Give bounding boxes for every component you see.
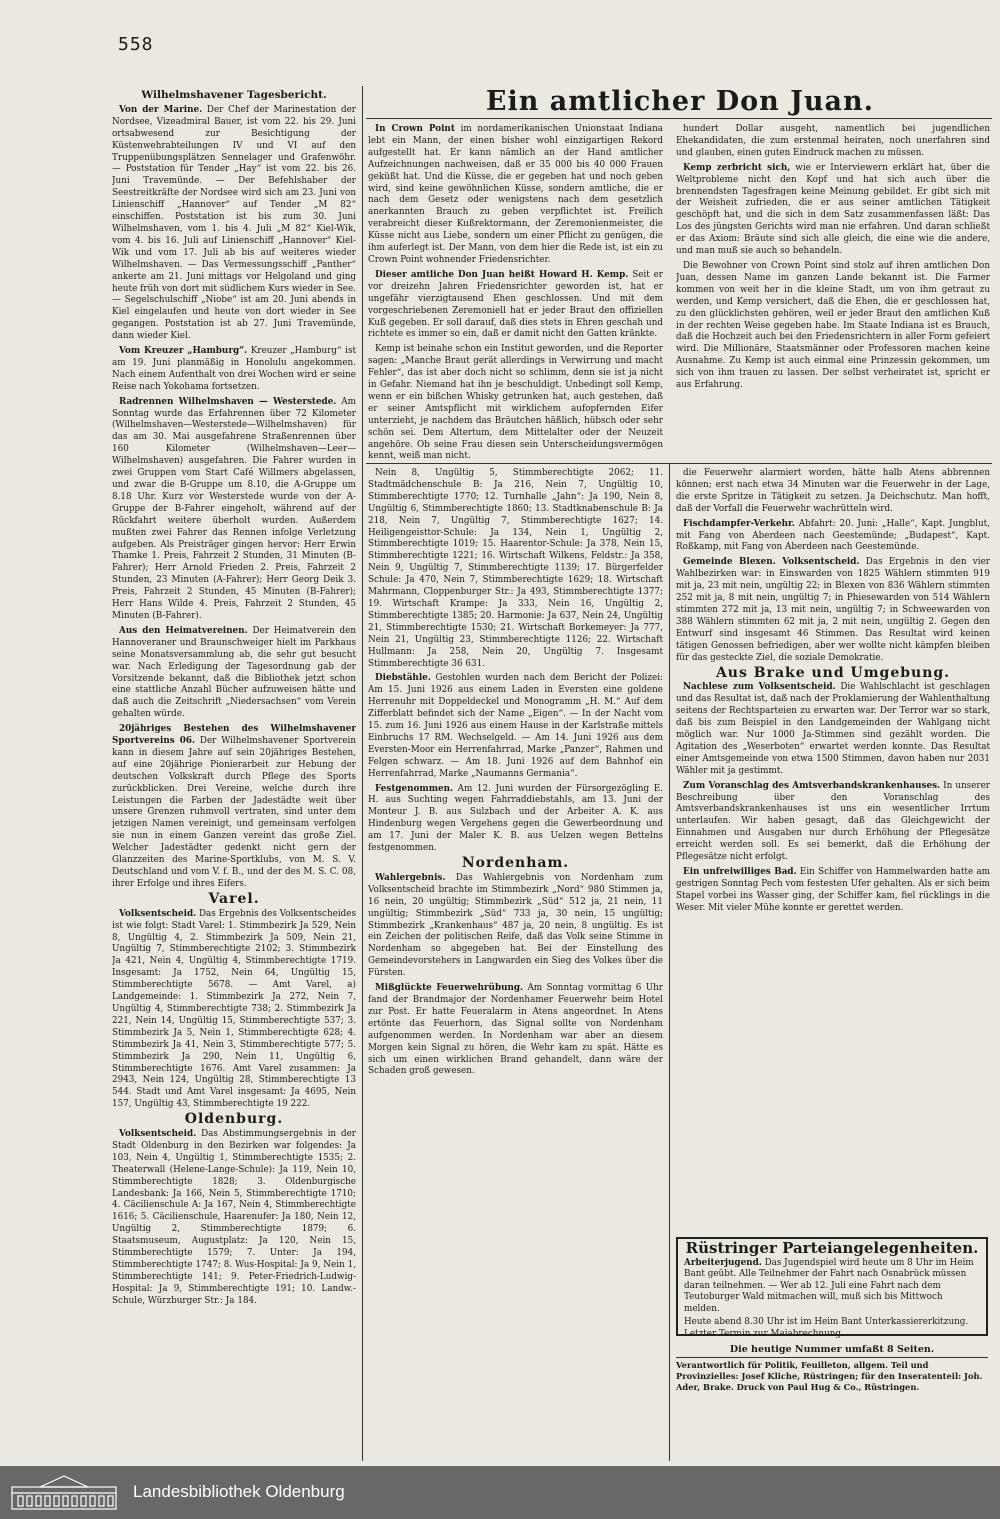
party-notice-title: Rüstringer Parteiangelegenheiten. — [685, 1239, 979, 1257]
section-title-brake: Aus Brake und Umgebung. — [715, 664, 951, 681]
article-paragraph: Gemeinde Blexen. Volksentscheid. Das Ergebnis in den vier Wahlbezirken war: in Einswarden von 1825 Wählern stimmten 919 mit ja, 23 mit nein, ungültig 22; in Blexen von 836 Wählern stimmten 252 mit ja, 8 mit nein, ungültig 7; in Phiesewarden von 514 Wählern stimmten 272 mit ja, 13 mit nein, ungültig 7; in Schweewarden von 388 Wählern stimmten 62 mit ja, 2 mit nein, ungültig 2. Gegen den Entwurf sind insgesamt 46 Stimmen. Das Resultat wird keinen tätigen Genossen befriedigen, aber wer wollte nicht kämpfen bleiben für das gesteckte Ziel, die soziale Demokratie. — [676, 557, 990, 663]
article-paragraph: die Feuerwehr alarmiert worden, hätte halb Atens abbrennen können; erst nach etwa 34 Minuten war die Feuerwehr in der Lage, die erste Spritze in Tätigkeit zu setzen. Ja Deichschutz. Man hofft, daß der Vorfall die Feuerwehr wachrütteln wird. — [676, 468, 990, 514]
section-title-oldenburg: Oldenburg. — [184, 1111, 284, 1128]
article-paragraph: Ein unfreiwilliges Bad. Ein Schiffer von Hammelwarden hatte am gestrigen Sonntag Pech vom festesten Ufer gehalten. Als er sich beim Stapel vorbei ins Wasser ging, der Schiffer kam, fiel rücklings in die Weser. Mit vieler Mühe konnte er gerettet werden. — [676, 867, 990, 913]
article-paragraph: Vom Kreuzer „Hamburg“. Kreuzer „Hamburg“ ist am 19. Juni planmäßig in Honolulu angekommen. Nach einem Aufenthalt von drei Wochen wird er seine Reise nach Yokohama fortsetzen. — [112, 346, 356, 392]
section-title-wilhelmshaven: Wilhelmshavener Tagesbericht. — [141, 90, 327, 101]
page-count-notice: Die heutige Nummer umfaßt 8 Seiten. — [729, 1344, 935, 1355]
article-paragraph: Fischdampfer-Verkehr. Abfahrt: 20. Juni: „Halle“, Kapt. Jungblut, mit Fang von Aberdeen nach Geestemünde; „Budapest“, Kapt. Roßkamp, mit Fang von Aberdeen nach Geestemünde. — [676, 518, 990, 553]
middle-lower-column — [368, 468, 663, 1461]
section-title-nordenham: Nordenham. — [461, 855, 570, 871]
article-paragraph: Nachlese zum Volksentscheid. Die Wahlschlacht ist geschlagen und das Resultat ist, daß nach der Proklamierung der Wahlenthaltung seitens der Rechtsparteien zu erwarten war. Der Terror war so stark, daß bis zum Beispiel in den Landgemeinden der Wahlgang nicht möglich war. Nur 1000 Ja-Stimmen sind gezählt worden. Die Agitation des „Weserboten“ erwartet werden konnte. Das Resultat einer Amtsgemeinde von etwa 1500 Stimmen, davon haben nur 2031 Wähler mit ja gestimmt. — [676, 682, 990, 776]
don-juan-column-left — [368, 124, 663, 460]
section-rule — [366, 463, 992, 464]
article-paragraph: Mißglückte Feuerwehrübung. Am Sonntag vormittag 6 Uhr fand der Brandmajor der Nordenhamer Feuerwehr beim Hotel zur Post. Er hatte Feueralarm in Atens angeordnet. In Atens ertönte das Feuerhorn, das Signal sollte von Nordenham aufgenommen werden. In Nordenham war aber an diesem Morgen kein Signal zu hören, die Wehr kam zu spät. Hätte es sich um einen wirklichen Brand gehandelt, dann wäre der Schaden groß gewesen. — [368, 983, 663, 1077]
page-number: 558 — [118, 34, 154, 55]
article-paragraph: Von der Marine. Der Chef der Marinestation der Nordsee, Vizeadmiral Bauer, ist vom 22. bis 29. Juni ortsabwesend zur Besichtigung der Küstenwehrabteilungen IV und VI auf den Truppenübungsplätzen Sennelager und Grafenwöhr. — Poststation für Tender „Hay“ ist vom 22. bis 26. Juni Travemünde. — Der Befehlshaber der Seestreitkräfte der Nordsee wird sich am 23. Juni von Linienschiff „Hannover“ auf Tender „M 82“ einschiffen. Poststation ist bis zum 30. Juni Wilhelmshaven, vom 1. bis 4. Juli „M 82“ Kiel-Wik, vom 4. bis 16. Juli auf Linienschiff „Hannover“ Kiel-Wik und vom 17. Juli ab bis auf weiteres wieder Wilhelmshaven. — Das Vermessungsschiff „Panther“ ankerte am 21. Juni mittags vor Helgoland und ging heute früh von dort mit südlichem Kurs wieder in See. — Segelschulschiff „Niobe“ ist am 20. Juni abends in Kiel eingelaufen und heute von dort wieder in See gegangen. Poststation ist ab 27. Juni Travemünde, dann wieder Kiel. — [112, 104, 356, 342]
left-column — [112, 90, 356, 1462]
right-lower-column — [676, 468, 990, 1232]
imprint-rule — [676, 1357, 988, 1358]
wilhelmshaven-body — [112, 105, 356, 891]
article-paragraph: Aus den Heimatvereinen. Der Heimatverein den Hannoveraner und Braunschweiger hielt im Parkhaus seine Monatsversammlung ab, die sehr gut besucht war. Nach Erledigung der Tagesordnung gab der Vorsitzende bekannt, daß die Bibliothek jetzt schon eine stattliche Anzahl Bücher aufzuweisen hätte und daß auch die Zeitschrift „Niedersachsen“ vom Verein gehalten würde. — [112, 625, 356, 720]
article-paragraph: Kemp ist beinahe schon ein Institut geworden, und die Reporter sagen: „Manche Braut gerät allerdings in Verwirrung und macht Fehler“, das ist aber doch nicht so schlimm, denn sie ist ja nicht in Gefahr. Niemand hat ihn je beschuldigt. Unbedingt soll Kemp, wenn er ein bißchen Whisky getrunken hat, auch gestehen, daß er seiner Amtspflicht mit wirklichem aufopfernden Eifer unterzieht, je nachdem das Bräutchen häßlich, hübsch oder sehr schön sei. Dem Altertum, dem Mittelalter oder der Neuzeit angehöre. Ob seine Frau diesen sein Unterscheidungsvermögen kennt, weiß man nicht. — [368, 344, 663, 460]
title-rule — [366, 118, 992, 119]
party-notice-paragraph: Arbeiterjugend. Das Jugendspiel wird heute um 8 Uhr im Heim Bant geübt. Alle Teilnehmer der Fahrt nach Osnabrück müssen daran teilnehmen. — Wer ab 12. Juli eine Fahrt nach dem Teutoburger Wald mitmachen will, muß sich bis Mittwoch melden. — [684, 1257, 974, 1314]
article-paragraph: Volksentscheid. Das Abstimmungsergebnis in der Stadt Oldenburg in den Bezirken war folgendes: Ja 103, Nein 4, Ungültig 1, Stimmberechtigte 1535; 2. Theaterwall (Helene-Lange-Schule): Ja 119, Nein 10, Stimmberechtigte 1828; 3. Oldenburgische Landesbank: Ja 166, Nein 5, Stimmberechtigte 1710; 4. Cäcilienschule A: Ja 167, Nein 4, Stimmberechtigte 1616; 5. Cäcilienschule, Haarenufer: Ja 180, Nein 12, Ungültig 2, Stimmberechtigte 1879; 6. Staatsmuseum, Augustplatz: Ja 120, Nein 15, Stimmberechtigte 1579; 7. Unter: Ja 194, Stimmberechtigte 1747; 8. Wus-Hospital: Ja 9, Nein 1, Stimmberechtigte 141; 9. Peter-Friedrich-Ludwig-Hospital: Ja 9, Stimmberechtigte 191; 10. Landw.-Schule, Würzburger Str.: Ja 184. — [112, 1129, 356, 1306]
library-footer-bar — [0, 1466, 1000, 1519]
section-title-varel: Varel. — [208, 890, 260, 907]
column-rule — [362, 86, 363, 1461]
article-paragraph: hundert Dollar ausgeht, namentlich bei jugendlichen Ehekandidaten, die zum erstenmal heiraten, noch unerfahren sind und glauben, einen guten Eindruck machen zu müssen. — [676, 124, 990, 158]
don-juan-column-right — [676, 124, 990, 460]
party-notice-box — [676, 1237, 988, 1339]
main-article-title: Ein amtlicher Don Juan. — [485, 86, 875, 117]
library-building-icon — [10, 1473, 118, 1511]
article-paragraph: Zum Voranschlag des Amtsverbandskrankenhauses. In unserer Beschreibung über den Voranschlag des Amtsverbandskrankenhauses ist uns ein wesentlicher Irrtum unterlaufen. Wir haben gesagt, daß das Gleichgewicht der Einnahmen und Ausgaben nur durch Erhöhung der Pflegesätze erreicht werden soll. Es sei bemerkt, daß die Erhöhung der Pflegesätze nicht erfolgt. — [676, 780, 990, 863]
column-rule — [669, 464, 670, 1461]
party-notice-paragraph: Heute abend 8.30 Uhr ist im Heim Bant Unterkassiererkitzung. Letzter Termin zur Maiabrechnung. — [684, 1317, 969, 1339]
library-name: Landesbibliothek Oldenburg — [133, 1482, 345, 1501]
article-paragraph: Nein 8, Ungültig 5, Stimmberechtigte 2062; 11. Stadtmädchenschule B: Ja 216, Nein 7, Ungültig 10, Stimmberechtigte 1770; 12. Turnhalle „Jahn“: Ja 190, Nein 8, Ungültig 6, Stimmberechtigte 1860; 13. Stadtknabenschule B: Ja 218, Nein 7, Ungültig 7, Stimmberechtigte 1627; 14. Heiligengeisttor-Schule: Ja 134, Nein 1, Ungültig 2, Stimmberechtigte 1019; 15. Haarentor-Schule: Ja 378, Nein 15, Stimmberechtigte 1221; 16. Wirtschaft Wilkens, Feldstr.: Ja 358, Nein 9, Ungültig 7, Stimmberechtigte 1139; 17. Bürgerfelder Schule: Ja 470, Nein 7, Stimmberechtigte 1629; 18. Wirtschaft Mahrmann, Cloppenburger Str.: Ja 493, Stimmberechtigte 1377; 19. Wirtschaft Krampe: Ja 333, Nein 16, Ungültig 2, Stimmberechtigte 1385; 20. Harmonie: Ja 637, Nein 24, Ungültig 21, Stimmberechtigte 1530; 21. Wirtschaft Borkemeyer: Ja 777, Nein 21, Ungültig 23, Stimmberechtigte 1126; 22. Wirtschaft Hullmann: Ja 258, Nein 20, Ungültig 7. Insgesamt Stimmberechtigte 36 631. — [368, 468, 663, 669]
article-paragraph: Radrennen Wilhelmshaven — Westerstede. Am Sonntag wurde das Erfahrennen über 72 Kilometer (Wilhelmshaven—Westerstede—Wilhelmshaven) für das am 30. Mai ausgefahrene Straßenrennen über 160 Kilometer (Wilhelmshaven—Leer—Wilhelmshaven) ausgefahren. Die Fahrer wurden in zwei Gruppen vom Start Café Willmers abgelassen, und zwar die B-Gruppe um 8.10, die A-Gruppe um 8.18 Uhr. Kurz vor Westerstede wurde von der A-Gruppe der B-Fahrer eingeholt, während auf der Rückfahrt weitere überholt wurden. Außerdem mußten zwei Fahrer das Rennen infolge Verletzung aufgeben. Als Preisträger gingen hervor: Herr Erwin Thamke 1. Preis, Fahrzeit 2 Stunden, 31 Minuten (B-Fahrer); Herr Arnold Frieden 2. Preis, Fahrzeit 2 Stunden, 23 Minuten (A-Fahrer); Herr Georg Deik 3. Preis, Fahrzeit 2 Stunden, 45 Minuten (B-Fahrer); Herr Hans Wilde 4. Preis, Fahrzeit 2 Stunden, 45 Minuten (B-Fahrer). — [112, 396, 356, 621]
article-paragraph: Dieser amtliche Don Juan heißt Howard H. Kemp. Seit er vor dreizehn Jahren Friedensrichter geworden ist, hat er ungefähr vierzigtausend Ehen geschlossen. Und mit dem vorgeschriebenen Zeremoniell hat er jeder Braut den offiziellen Kuß gegeben. Er soll darauf, daß dies stets in Ehren geschah und richtete es immer so ein, daß er damit nicht den Gatten kränkte. — [368, 269, 663, 340]
article-paragraph: Die Bewohner von Crown Point sind stolz auf ihren amtlichen Don Juan, dessen Name im ganzen Lande bekannt ist. Die Farmer kommen von weit her in die kleine Stadt, um von ihm getraut zu werden, und Kemp versichert, daß die Ehen, die er geschlossen hat, zu den glücklichsten gehören, weil er jeder Braut den amtlichen Kuß in der rechten Weise gegeben habe. Im Staate Indiana ist es Brauch, daß die Hochzeit auch bei den Friedensrichtern in aller Form gefeiert wird. Die Millionäre, Staatsmänner oder Professoren machen keine Ausnahme. Zu Kemp ist auch einmal eine Prinzessin gekommen, um sich von ihm trauen zu lassen. Der selbst verheiratet ist, spricht er aus Erfahrung. — [676, 260, 990, 391]
article-paragraph: Diebstähle. Gestohlen wurden nach dem Bericht der Polizei: Am 15. Juni 1926 aus einem Laden in Eversten eine goldene Herrenuhr mit Doppeldeckel und Monogramm „H. M.“ Auf dem Zifferblatt befindet sich der Name „Eigen“. — In der Nacht vom 15. zum 16. Juni 1926 aus einem Hause in der Karlstraße mittels Einbruchs 17 RM. Wechselgeld. — Am 14. Juni 1926 aus dem Eversten-Moor ein Herrenfahrrad, Marke „Panzer“, Rahmen und Felgen schwarz. — Am 18. Juni 1926 auf dem Bahnhof ein Herrenfahrrad, Marke „Naumanns Germania“. — [368, 673, 663, 779]
article-paragraph: 20jähriges Bestehen des Wilhelmshavener Sportvereins 06. Der Wilhelmshavener Sportverein kann in diesem Jahre auf sein 20jähriges Bestehen, auf eine 20jährige Pionierarbeit zur Hebung der deutschen Volkskraft durch Pflege des Sports zurückblicken. Drei Vereine, welche durch ihre Leistungen die Farben der Jadestädte weit über unsere Grenzen ruhmvoll vertraten, sind unter dem jetzigen Namen vereinigt, und gemeinsam verfolgen sie nun in einem Ganzen vereint das große Ziel. Welcher Jadestädter gedenkt nicht gern der Glanzzeiten des Marine-Sportklubs, von M. S. V. Deutschland und vom V. f. B., und der des M. S. C. 08, ihrer Erfolge und ihres Eifers. — [112, 724, 356, 889]
imprint: Verantwortlich für Politik, Feuilleton, allgem. Teil und Provinzielles: Josef Kliche, Rüstringen; für den Inseratenteil: Joh. Ader, Brake. Druck von Paul Hug & Co., Rüstringen. — [676, 1360, 983, 1392]
article-paragraph: Festgenommen. Am 12. Juni wurden der Fürsorgezögling E. H. aus Suchting wegen Fahrraddiebstahls, am 13. Juni der Monteur J. B. aus Sulzbach und der Arbeiter A. K. aus Hindenburg wegen Vergehens gegen die Gewerbeordnung und am 17. Juni der Maler K. B. aus Uelzen wegen Bettelns festgenommen. — [368, 783, 663, 854]
article-paragraph: Wahlergebnis. Das Wahlergebnis von Nordenham zum Volksentscheid brachte im Stimmbezirk „Nord“ 980 Stimmen ja, 16 nein, 20 ungültig; Stimmbezirk „Süd“ 512 ja, 21 nein, 11 ungültig; Stimmbezirk „Süd“ 733 ja, 30 nein, 15 ungültig; Stimmbezirk „Krankenhaus“ 487 ja, 20 nein, 8 ungültig. Es ist ein Zeichen der politischen Reife, daß das Volk seine Stimme in Nordenham so abgegeben hat. Bei der Einstellung des Gemeindevorstehers in Langwarden ein Sieg des Volkes über die Fürsten. — [368, 872, 663, 979]
article-paragraph: Volksentscheid. Das Ergebnis des Volksentscheides ist wie folgt: Stadt Varel: 1. Stimmbezirk Ja 529, Nein 8, Ungültig 4, 2. Stimmbezirk Ja 509, Nein 21, Ungültig 7, Stimmberechtigte 2102; 3. Stimmbezirk Ja 421, Nein 4, Ungültig 4, Stimmberechtigte 1719. Insgesamt: Ja 1752, Nein 64, Ungültig 15, Stimmberechtigte 5678. — Amt Varel, a) Landgemeinde: 1. Stimmbezirk Ja 272, Nein 7, Ungültig 4, Stimmberechtigte 738; 2. Stimmbezirk Ja 221, Nein 14, Ungültig 15, Stimmberechtigte 537; 3. Stimmbezirk Ja 5, Nein 1, Stimmberechtigte 628; 4. Stimmbezirk Ja 41, Nein 3, Stimmberechtigte 577; 5. Stimmbezirk Ja 290, Nein 11, Ungültig 6, Stimmberechtigte 1676. Amt Varel zusammen: Ja 2943, Nein 124, Ungültig 28, Stimmberechtigte 13 544. Stadt und Amt Varel insgesamt: Ja 4695, Nein 157, Ungültig 43, Stimmberechtigte 19 222. — [112, 908, 356, 1110]
article-paragraph: Kemp zerbricht sich, wie er Interviewern erklärt hat, über die Weltprobleme nicht den Kopf und hat sich auch über die brennendsten Tagesfragen keine Meinung gebildet. Er gibt sich mit der Weisheit zufrieden, die er aus seiner amtlichen Tätigkeit geschöpft hat, und die sich in dem Satz zusammenfassen läßt: Das Los des jüngsten Gerichts wird man nie erfahren. Und daran schließt er das Axiom: Bräute sind sich alle gleich, die eine wie die andere, und man muß sie auch so behandeln. — [676, 162, 990, 257]
article-paragraph: In Crown Point im nordamerikanischen Unionstaat Indiana lebt ein Mann, der einen bisher wohl einzigartigen Rekord aufgestellt hat. Er kann nämlich an der Hand amtlicher Aufzeichnungen nachweisen, daß er 35 000 bis 40 000 Frauen geküßt hat. Und die Küsse, die er gegeben hat und noch geben wird, sind keine gewöhnlichen Küsse, sondern amtliche, die er nach dem Gesetz oder wenigstens nach dem gesetzlich anerkannten Brauch zu geben verpflichtet ist. Freilich verabreicht dieser Kußrektormann, der Zeremonienmeister, die Küsse nicht aus Liebe, sondern um einer Pflicht zu genügen, die ihm auferlegt ist. Der Mann, von dem hier die Rede ist, ist ein zu Crown Point wohnender Friedensrichter. — [368, 124, 663, 265]
